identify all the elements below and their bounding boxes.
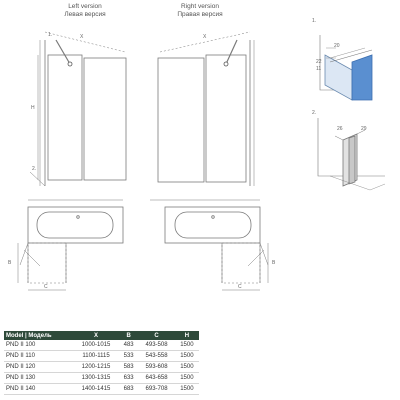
detail-1-drawing [320, 35, 372, 100]
cell-h: 1500 [175, 373, 199, 384]
detail-2-dim-b: 29 [361, 126, 367, 132]
detail-2-number: 2. [312, 110, 317, 116]
left-callout-2: 2. [32, 166, 37, 172]
cell-x: 1300-1315 [73, 373, 119, 384]
right-fixed-panel [206, 55, 246, 182]
left-plan-dim-c-label: C [44, 284, 48, 290]
cell-x: 1200-1215 [73, 362, 119, 373]
right-plan-dim-c-label: C [238, 284, 242, 290]
right-dim-x-label: X [203, 34, 207, 40]
header-c: C [138, 331, 174, 340]
table-header-row [4, 331, 199, 340]
cell-c: 543-558 [138, 351, 174, 362]
cell-model: PND II 100 [4, 340, 73, 351]
left-support-bar [56, 40, 70, 64]
cell-h: 1500 [175, 351, 199, 362]
left-dim-x-label: X [80, 34, 84, 40]
left-elevation [30, 32, 126, 186]
header-h: H [175, 331, 199, 340]
cell-model: PND II 140 [4, 384, 73, 395]
left-plan-view [18, 200, 123, 290]
cell-h: 1500 [175, 340, 199, 351]
cell-b: 683 [119, 384, 139, 395]
detail-1-dim-c: 11 [316, 66, 322, 72]
table-row [4, 351, 199, 362]
cell-c: 493-508 [138, 340, 174, 351]
cell-h: 1500 [175, 384, 199, 395]
right-plan-dim-b-label: B [272, 260, 276, 266]
left-dim-h-label: H [31, 105, 35, 111]
left-door-swing-area [28, 243, 66, 283]
right-elevation [158, 32, 254, 186]
cell-model: PND II 120 [4, 362, 73, 373]
table-row [4, 384, 199, 395]
cell-b: 583 [119, 362, 139, 373]
cell-h: 1500 [175, 362, 199, 373]
right-door-swing-area [222, 243, 260, 283]
right-plan-view [150, 200, 268, 290]
left-version-en: Left version [68, 3, 102, 10]
glass-panel-blue [352, 55, 372, 100]
cell-c: 643-658 [138, 373, 174, 384]
detail-2-dim-a: 26 [337, 126, 343, 132]
cell-x: 1400-1415 [73, 384, 119, 395]
cell-b: 633 [119, 373, 139, 384]
detail-1-number: 1. [312, 18, 317, 24]
left-fixed-panel [48, 55, 82, 180]
header-model: Model | Модель [4, 331, 73, 340]
left-version-ru: Левая версия [64, 10, 106, 18]
table-row [4, 362, 199, 373]
model-spec-table [4, 331, 199, 395]
left-hinged-panel [84, 58, 126, 180]
header-b: B [119, 331, 139, 340]
cell-x: 1100-1115 [73, 351, 119, 362]
cell-model: PND II 110 [4, 351, 73, 362]
table-row [4, 340, 199, 351]
cell-model: PND II 130 [4, 373, 73, 384]
header-x: X [73, 331, 119, 340]
left-callout-1: 1. [48, 32, 53, 38]
cell-b: 533 [119, 351, 139, 362]
cell-b: 483 [119, 340, 139, 351]
right-version-ru: Правая версия [177, 10, 223, 18]
cell-c: 593-608 [138, 362, 174, 373]
cell-c: 693-708 [138, 384, 174, 395]
table-row [4, 373, 199, 384]
right-version-en: Right version [181, 3, 219, 10]
detail-1-dim-b: 22 [316, 59, 322, 65]
left-bathtub-basin [37, 212, 113, 238]
detail-1-dim-a: 20 [334, 43, 340, 49]
detail-2-drawing [318, 118, 385, 190]
right-support-bar [226, 40, 237, 64]
left-plan-dim-b-label: B [8, 260, 12, 266]
right-hinged-panel [158, 58, 204, 182]
cell-x: 1000-1015 [73, 340, 119, 351]
